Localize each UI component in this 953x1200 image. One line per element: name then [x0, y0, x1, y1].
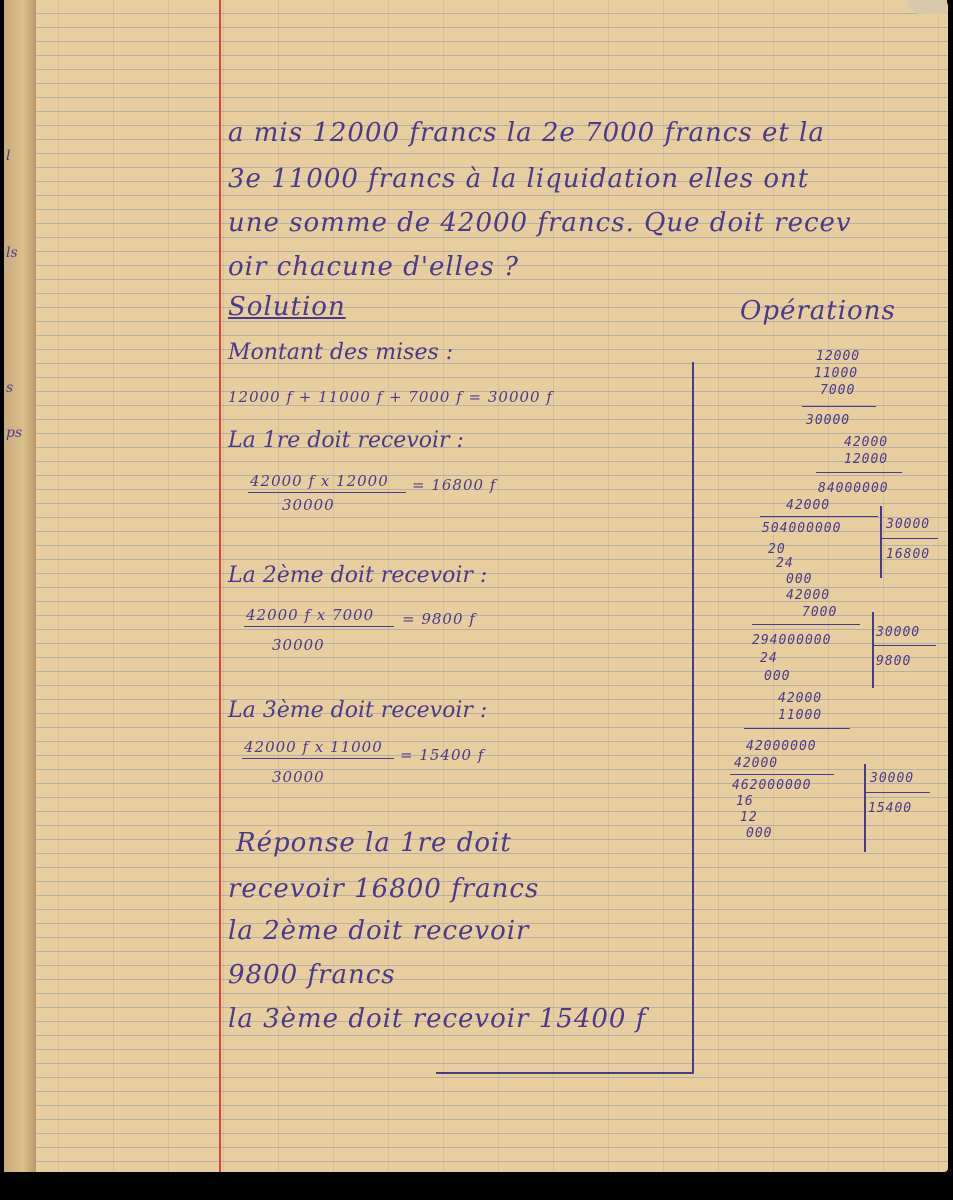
edge-mark: l	[6, 148, 11, 164]
problem-line-3: une somme de 42000 francs. Que doit recev	[228, 208, 852, 238]
op-add-2: 11000	[814, 366, 859, 381]
op-m2-a: 42000	[786, 588, 831, 603]
op-rule	[730, 774, 834, 775]
montant-label: Montant des mises :	[228, 340, 454, 365]
answer-line-3: la 2ème doit recevoir	[228, 916, 530, 946]
op-m2-c: 294000000	[752, 633, 832, 648]
op-d3-divisor: 30000	[870, 771, 915, 786]
division-bar	[864, 764, 866, 852]
second-fraction-bar	[244, 626, 394, 627]
op-rule	[816, 472, 902, 473]
edge-mark: ls	[6, 245, 18, 261]
third-fraction-bar	[242, 758, 394, 759]
op-d2-rem-2: 000	[764, 669, 791, 684]
op-d2-quotient: 9800	[876, 654, 912, 669]
op-rule	[872, 645, 936, 646]
third-label: La 3ème doit recevoir :	[228, 698, 488, 723]
third-result: = 15400 f	[400, 746, 485, 764]
op-d3-rem-3: 000	[746, 826, 773, 841]
op-d1-divisor: 30000	[886, 517, 931, 532]
op-m3-d: 42000	[734, 756, 779, 771]
op-rule	[752, 624, 860, 625]
answer-line-5: la 3ème doit recevoir 15400 f	[228, 1004, 647, 1034]
column-divider	[692, 362, 694, 1074]
problem-line-2: 3e 11000 francs à la liquidation elles ont	[228, 164, 810, 194]
op-d1-rem-3: 000	[786, 572, 813, 587]
answer-line-1: Réponse la 1re doit	[236, 828, 512, 858]
first-denominator: 30000	[282, 496, 335, 514]
op-sum: 30000	[806, 413, 851, 428]
problem-line-4: oir chacune d'elles ?	[228, 252, 519, 282]
red-margin-line	[219, 0, 221, 1172]
corner-stain	[907, 0, 947, 14]
operations-heading: Opérations	[740, 296, 896, 326]
binding-gutter	[4, 0, 36, 1172]
bottom-rule	[436, 1072, 694, 1074]
op-d3-quotient: 15400	[868, 801, 913, 816]
op-d3-rem-2: 12	[740, 810, 758, 825]
op-rule	[864, 792, 930, 793]
first-label: La 1re doit recevoir :	[228, 428, 464, 453]
answer-line-4: 9800 francs	[228, 960, 396, 990]
op-d1-quotient: 16800	[886, 547, 931, 562]
op-m3-a: 42000	[778, 691, 823, 706]
answer-line-2: recevoir 16800 francs	[228, 874, 540, 904]
op-d3-rem-1: 16	[736, 794, 754, 809]
op-rule	[760, 516, 878, 517]
problem-line-1: a mis 12000 francs la 2e 7000 francs et la	[228, 118, 825, 148]
op-d1-rem-1: 20	[768, 542, 786, 557]
op-m3-c: 42000000	[746, 739, 817, 754]
op-d2-divisor: 30000	[876, 625, 921, 640]
op-add-1: 12000	[816, 349, 861, 364]
solution-heading: Solution	[228, 292, 346, 322]
op-d2-rem-1: 24	[760, 651, 778, 666]
edge-mark: s	[6, 380, 14, 396]
op-m1-c: 84000000	[818, 481, 889, 496]
op-m3-e: 462000000	[732, 778, 812, 793]
division-bar	[872, 612, 874, 688]
division-bar	[880, 506, 882, 578]
second-label: La 2ème doit recevoir :	[228, 563, 488, 588]
op-rule	[880, 538, 938, 539]
op-rule	[744, 728, 850, 729]
first-result: = 16800 f	[412, 476, 497, 494]
second-numerator: 42000 f x 7000	[246, 606, 375, 624]
op-m2-b: 7000	[802, 605, 838, 620]
third-denominator: 30000	[272, 768, 325, 786]
op-m1-b: 12000	[844, 452, 889, 467]
op-add-3: 7000	[820, 383, 856, 398]
op-m3-b: 11000	[778, 708, 823, 723]
second-denominator: 30000	[272, 636, 325, 654]
third-numerator: 42000 f x 11000	[244, 738, 383, 756]
first-fraction-bar	[248, 492, 406, 493]
op-m1-e: 504000000	[762, 521, 842, 536]
op-m1-a: 42000	[844, 435, 889, 450]
montant-calc: 12000 f + 11000 f + 7000 f = 30000 f	[228, 388, 553, 406]
edge-mark: ps	[6, 425, 23, 441]
second-result: = 9800 f	[402, 610, 476, 628]
first-numerator: 42000 f x 12000	[250, 472, 389, 490]
op-m1-d: 42000	[786, 498, 831, 513]
op-rule	[802, 406, 876, 407]
op-d1-rem-2: 24	[776, 556, 794, 571]
